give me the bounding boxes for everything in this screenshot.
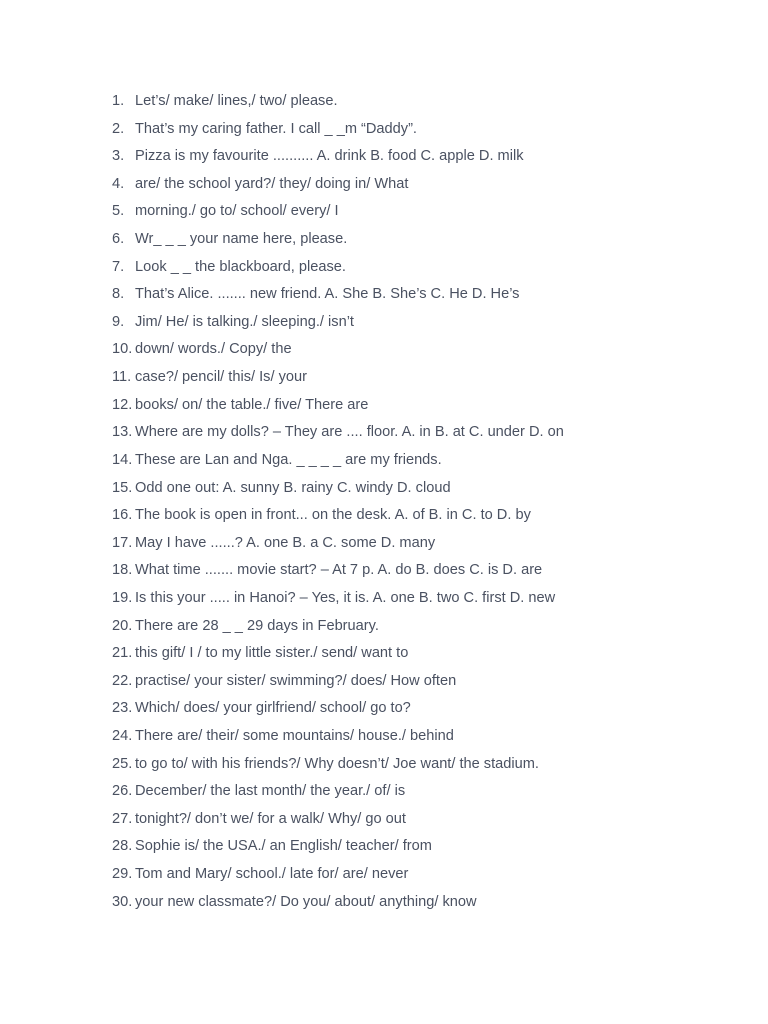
item-text: to go to/ with his friends?/ Why doesn’t/ Joe want/ the stadium. [135, 755, 539, 772]
item-text: morning./ go to/ school/ every/ I [135, 203, 339, 220]
list-item [112, 116, 564, 144]
item-text: Sophie is/ the USA./ an English/ teacher/ from [135, 838, 432, 855]
list-item [112, 281, 564, 309]
item-number: 13. [112, 424, 133, 441]
item-number: 19. [112, 589, 133, 606]
list-item [112, 502, 564, 530]
item-text: There are/ their/ some mountains/ house./ behind [135, 728, 454, 745]
list-item [112, 751, 564, 779]
list-item [112, 171, 564, 199]
list-item [112, 143, 564, 171]
list-item [112, 640, 564, 668]
list-item [112, 447, 564, 475]
item-text: These are Lan and Nga. _ _ _ _ are my friends. [135, 451, 442, 468]
item-number: 7. [112, 258, 125, 275]
item-number: 22. [112, 672, 133, 689]
list-item [112, 226, 564, 254]
list-item [112, 695, 564, 723]
list-item [112, 530, 564, 558]
list-item [112, 254, 564, 282]
item-text: What time ....... movie start? – At 7 p. A. do B. does C. is D. are [135, 562, 543, 579]
list-item [112, 475, 564, 503]
item-number: 14. [112, 451, 133, 468]
item-number: 27. [112, 810, 133, 827]
item-text: Which/ does/ your girlfriend/ school/ go to? [135, 700, 411, 717]
item-text: Wr_ _ _ your name here, please. [135, 231, 348, 248]
item-number: 12. [112, 396, 133, 413]
list-item [112, 419, 564, 447]
item-text: That’s my caring father. I call _ _m “Daddy”. [135, 120, 417, 137]
item-number: 17. [112, 534, 133, 551]
item-text: your new classmate?/ Do you/ about/ anything/ know [135, 893, 477, 910]
item-number: 21. [112, 645, 133, 662]
item-text: down/ words./ Copy/ the [135, 341, 292, 358]
item-text: Pizza is my favourite .......... A. drink B. food C. apple D. milk [135, 148, 524, 165]
item-number: 28. [112, 838, 133, 855]
item-text: Odd one out: A. sunny B. rainy C. windy D. cloud [135, 479, 451, 496]
item-number: 6. [112, 231, 125, 248]
item-text: Where are my dolls? – They are .... floor. A. in B. at C. under D. on [135, 424, 564, 441]
list-item [112, 778, 564, 806]
list-item [112, 309, 564, 337]
item-text: Look _ _ the blackboard, please. [135, 258, 346, 275]
item-text: There are 28 _ _ 29 days in February. [135, 617, 379, 634]
list-item [112, 336, 564, 364]
list-item [112, 806, 564, 834]
item-text: May I have ......? A. one B. a C. some D. many [135, 534, 436, 551]
item-text: December/ the last month/ the year./ of/ is [135, 783, 406, 800]
item-text: Is this your ..... in Hanoi? – Yes, it is. A. one B. two C. first D. new [135, 589, 556, 606]
list-item [112, 861, 564, 889]
item-number: 9. [112, 313, 125, 330]
list-item [112, 585, 564, 613]
item-number: 8. [112, 286, 125, 303]
item-text: are/ the school yard?/ they/ doing in/ What [135, 175, 409, 192]
list-item [112, 364, 564, 392]
item-text: That’s Alice. ....... new friend. A. She B. She’s C. He D. He’s [135, 286, 520, 303]
item-number: 24. [112, 728, 133, 745]
item-number: 4. [112, 175, 125, 192]
item-number: 29. [112, 866, 133, 883]
item-number: 11. [112, 369, 132, 386]
item-number: 2. [112, 120, 125, 137]
list-item [112, 198, 564, 226]
item-text: practise/ your sister/ swimming?/ does/ How often [135, 672, 457, 689]
item-text: Let’s/ make/ lines,/ two/ please. [135, 93, 338, 109]
list-item [112, 668, 564, 696]
item-number: 3. [112, 148, 125, 165]
list-item [112, 88, 564, 116]
item-text: Jim/ He/ is talking./ sleeping./ isn’t [135, 313, 354, 330]
list-item [112, 392, 564, 420]
item-number: 10. [112, 341, 133, 358]
list-item [112, 723, 564, 751]
item-number: 25. [112, 755, 133, 772]
item-number: 15. [112, 479, 133, 496]
item-text: tonight?/ don’t we/ for a walk/ Why/ go out [135, 810, 406, 827]
item-text: case?/ pencil/ this/ Is/ your [135, 369, 307, 386]
list-item [112, 889, 564, 917]
list-item [112, 833, 564, 861]
list-item [112, 613, 564, 641]
item-text: this gift/ I / to my little sister./ send/ want to [135, 645, 409, 662]
exercise-list [112, 88, 564, 916]
item-number: 30. [112, 893, 133, 910]
item-text: Tom and Mary/ school./ late for/ are/ never [135, 866, 409, 883]
item-number: 18. [112, 562, 133, 579]
item-number: 26. [112, 783, 133, 800]
list-item [112, 557, 564, 585]
item-number: 5. [112, 203, 125, 220]
item-number: 20. [112, 617, 133, 634]
item-number: 1. [112, 93, 125, 109]
item-text: The book is open in front... on the desk. A. of B. in C. to D. by [135, 507, 531, 524]
item-number: 16. [112, 507, 133, 524]
item-number: 23. [112, 700, 133, 717]
item-text: books/ on/ the table./ five/ There are [135, 396, 369, 413]
